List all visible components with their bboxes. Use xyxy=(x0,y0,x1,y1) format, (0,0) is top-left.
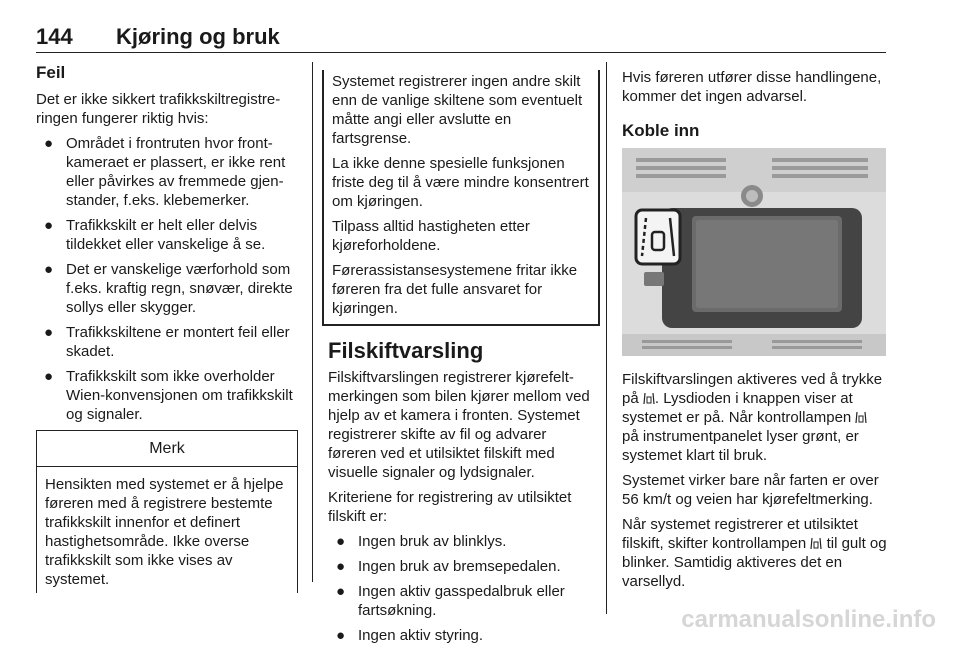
paragraph-speed: Systemet virker bare når farten er over 56 km/t og veien har kjørefeltmerking. xyxy=(622,472,879,508)
column-2 xyxy=(328,62,594,651)
list-item: ● Trafikkskiltene er montert feil eller skadet. xyxy=(44,324,290,360)
list-item: ● Ingen aktiv gasspedalbruk eller fartsøkning. xyxy=(336,583,565,619)
list-item: ● Området i frontruten hvor frontkameraet er plassert, er ikke rent eller påvirkes av fremmede gjenstander, f.eks. klebemerker. xyxy=(44,135,286,209)
criteria-list xyxy=(328,532,594,645)
warning-box xyxy=(322,70,600,326)
warning-paragraph: Systemet registrerer ingen andre skilt enn de vanlige skiltene som eventuelt måtte angi eller avslutte en fartsgrense. xyxy=(332,73,583,147)
lane-departure-icon xyxy=(810,537,822,550)
list-item: ● Ingen bruk av blinklys. xyxy=(336,533,507,550)
list-item: ● Ingen aktiv styring. xyxy=(336,627,484,644)
paragraph-intro: Det er ikke sikkert trafikkskiltregistreringen fungerer riktig hvis: xyxy=(36,91,281,127)
dashboard-photo xyxy=(622,148,886,356)
list-item: ● Trafikkskilt som ikke overholder Wien-konvensjonen om trafikkskilt og signaler. xyxy=(44,368,293,423)
paragraph-activate: Filskiftvarslingen aktiveres ved å trykke på . Lysdioden i knappen viser at systemet er på. Når kontrollampen på instrumentpanelet lyser grønt, er systemet klart til bruk. xyxy=(622,371,883,464)
column-3 xyxy=(622,62,888,597)
fault-list xyxy=(36,134,298,424)
note-box xyxy=(36,430,298,593)
page-number: 144 xyxy=(36,24,73,49)
paragraph-no-warning: Hvis føreren utfører disse handlingene, kommer det ingen advarsel. xyxy=(622,69,882,105)
lane-departure-icon xyxy=(855,411,867,424)
warning-paragraph: Førerassistansesystemene fritar ikke føreren fra det fulle ansvaret for kjøringen. xyxy=(332,262,578,317)
list-item: ● Ingen bruk av bremsepedalen. xyxy=(336,558,561,575)
lane-departure-icon xyxy=(643,392,655,405)
section-heading-feil: Feil xyxy=(36,63,66,82)
list-item: ● Trafikkskilt er helt eller delvis tildekket eller vanskelige å se. xyxy=(44,217,266,253)
list-item: ● Det er vanskelige værforhold som f.eks. kraftig regn, snøvær, direkte sollys eller skygger. xyxy=(44,261,293,316)
column-divider-left xyxy=(312,62,313,582)
warning-paragraph: La ikke denne spesielle funksjonen friste deg til å være mindre konsentrert om kjøringen. xyxy=(332,155,589,210)
page-header xyxy=(36,22,886,53)
section-heading-koble-inn: Koble inn xyxy=(622,121,700,140)
column-divider-right xyxy=(606,62,607,614)
note-title: Merk xyxy=(37,431,297,467)
warning-paragraph: Tilpass alltid hastigheten etter kjøreforholdene. xyxy=(332,218,530,254)
paragraph-warning-light: Når systemet registrerer et utilsiktet filskift, skifter kontrollampen til gult og blinker. Samtidig aktiveres det en varsellyd. xyxy=(622,516,887,590)
running-title: Kjøring og bruk xyxy=(116,24,280,49)
column-1 xyxy=(36,62,298,593)
dashboard-illustration xyxy=(622,148,886,356)
note-text: Hensikten med systemet er å hjelpe føreren med å registrere bestemte trafikkskilt innenfor et definert hastighetsområde. Ikke overse trafikkskilt som ikke vises av systemet. xyxy=(45,476,284,588)
paragraph-description: Filskiftvarslingen registrerer kjørefeltmerkingen som bilen kjører mellom ved hjelp av et kamera i fronten. Systemet registrerer skifte av fil og advarer føreren ved et utilsiktet filskift med visuelle signaler og lydsignaler. xyxy=(328,369,590,481)
section-heading-filskiftvarsling: Filskiftvarsling xyxy=(328,338,484,363)
paragraph-criteria: Kriteriene for registrering av utilsiktet filskift er: xyxy=(328,489,572,525)
watermark: carmanualsonline.info xyxy=(681,606,936,633)
